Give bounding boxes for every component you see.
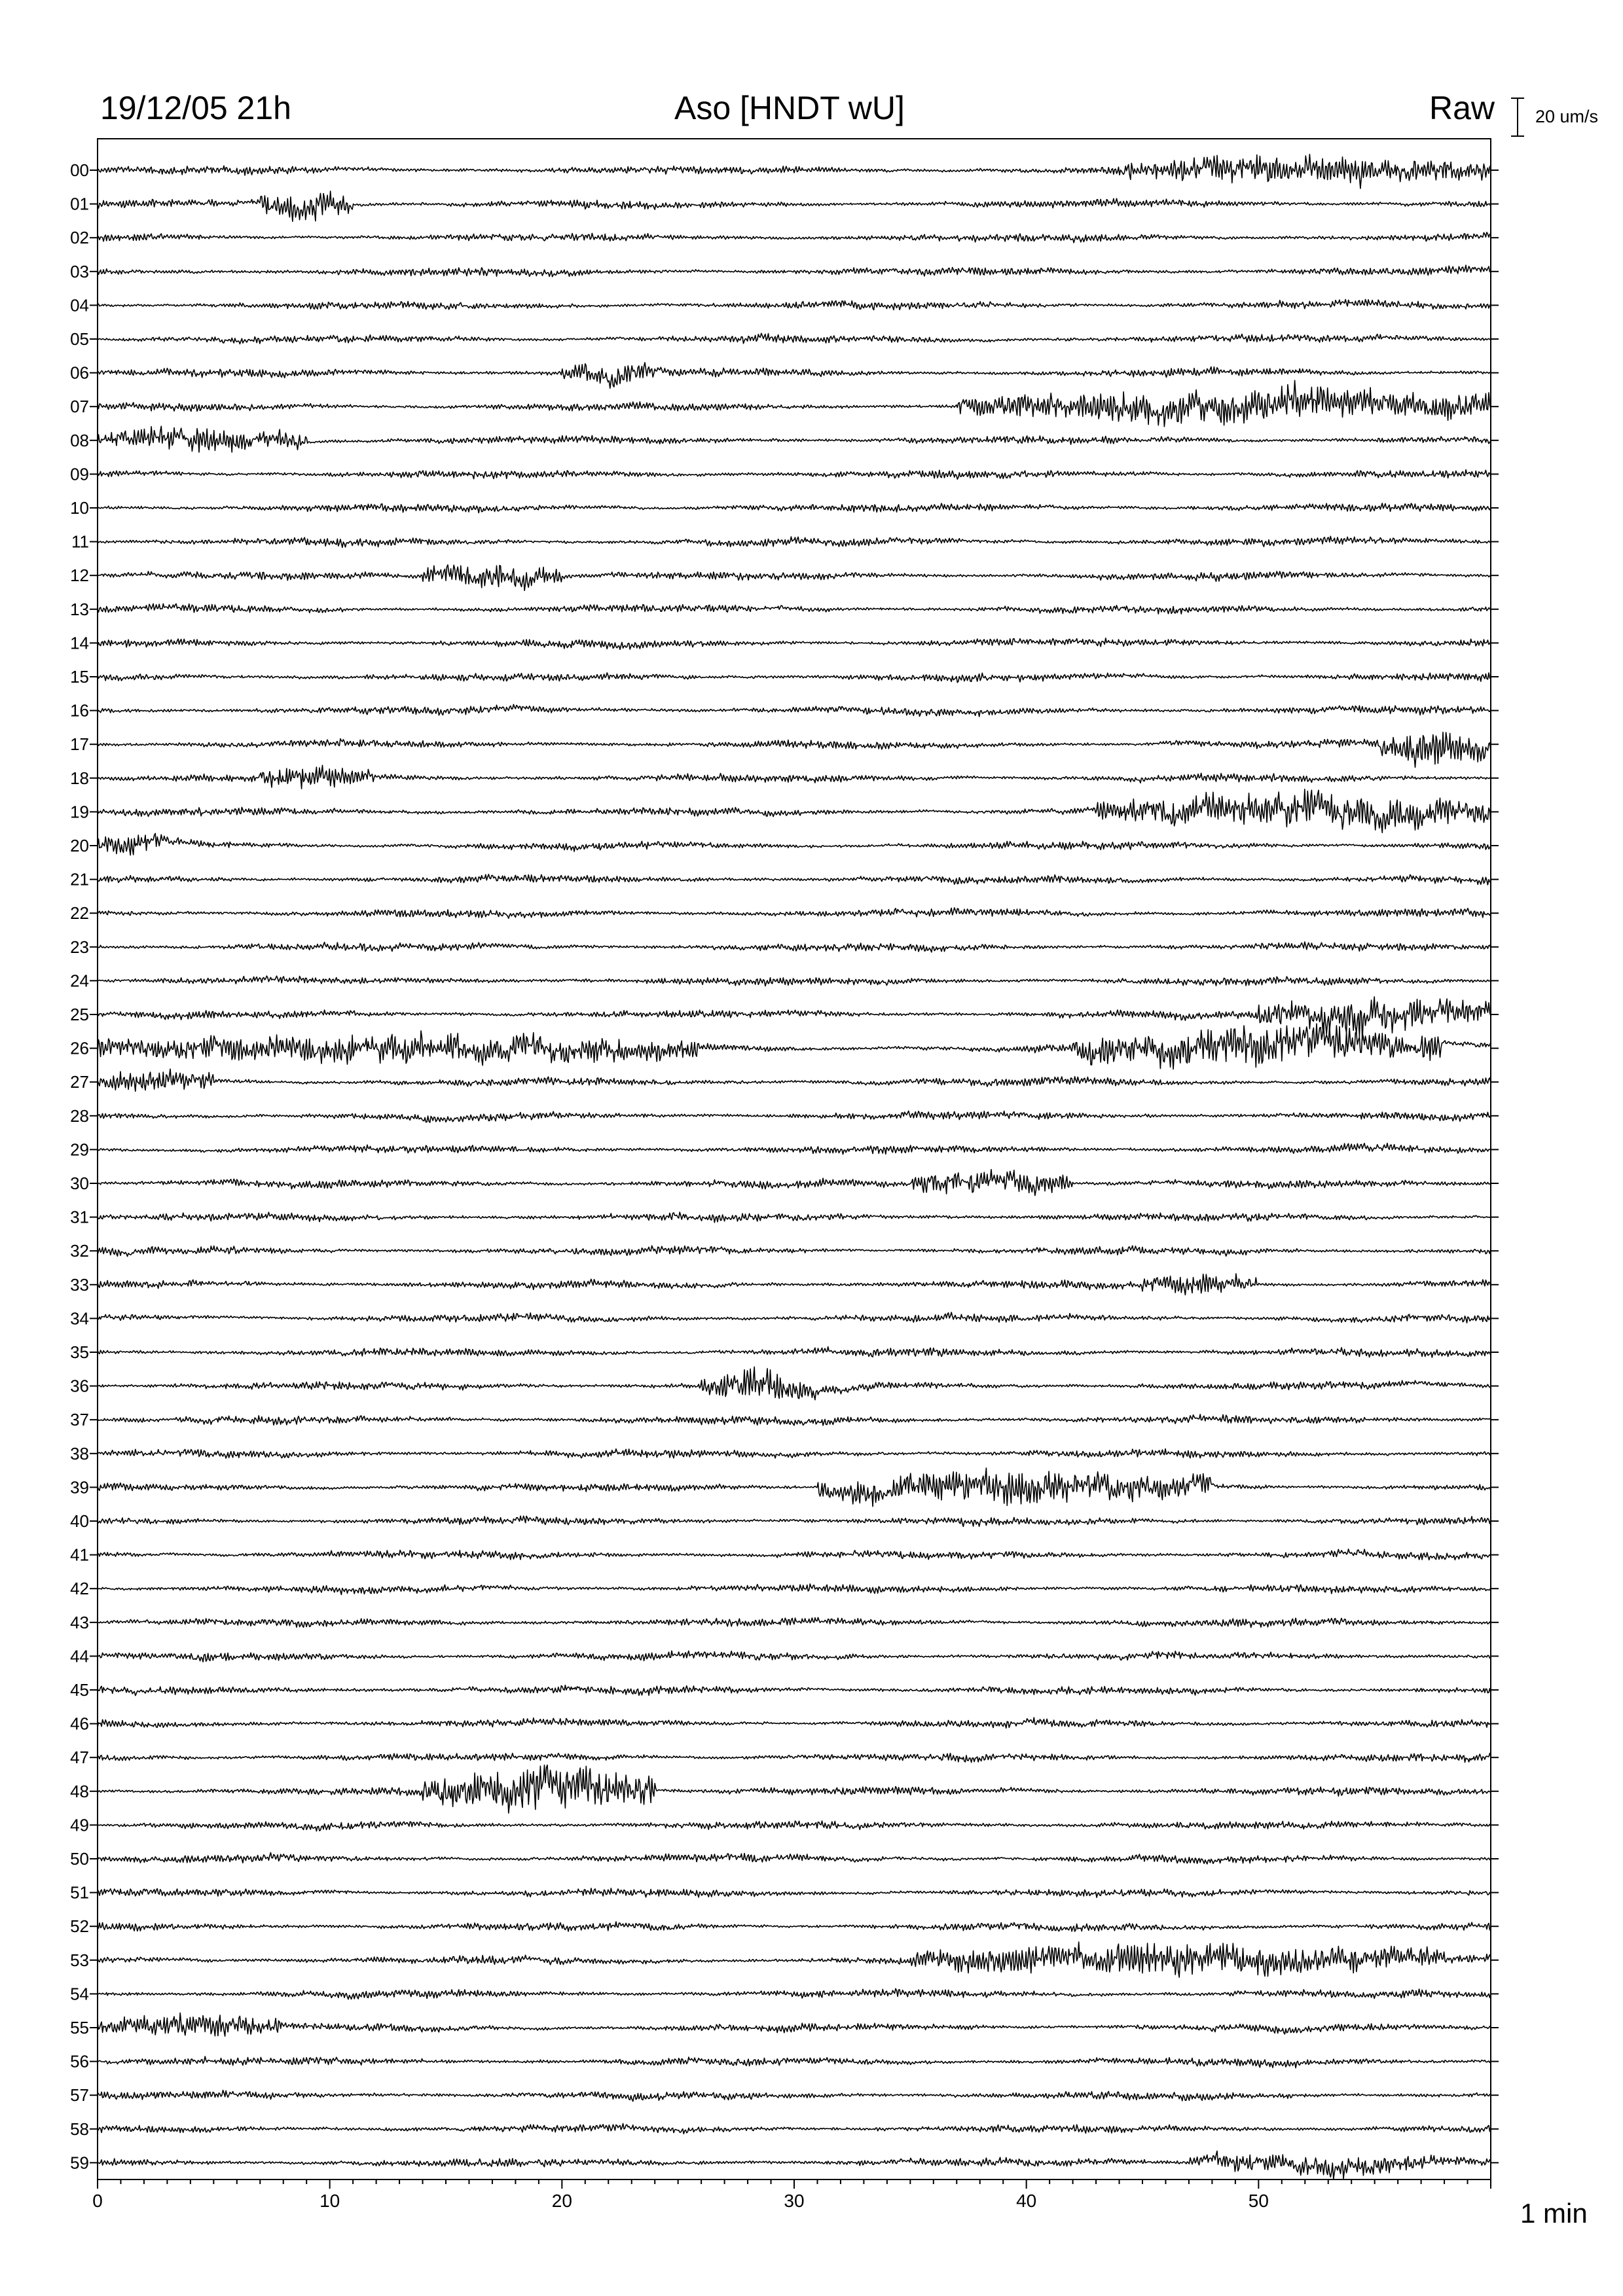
trace-row-23 [98, 942, 1491, 952]
trace-row-59 [98, 2151, 1491, 2179]
row-label: 29 [70, 1139, 89, 1160]
row-label: 36 [70, 1376, 89, 1396]
trace-row-25 [98, 997, 1491, 1040]
row-label: 17 [70, 734, 89, 755]
trace-row-17 [98, 732, 1491, 768]
row-label: 25 [70, 1005, 89, 1024]
trace-row-57 [98, 2090, 1491, 2102]
trace-row-13 [98, 603, 1491, 614]
row-label: 55 [70, 2018, 89, 2037]
row-label: 41 [70, 1545, 89, 1565]
row-label: 27 [70, 1072, 89, 1092]
row-label: 15 [70, 667, 89, 687]
trace-row-54 [98, 1988, 1491, 1999]
x-tick-label: 40 [1016, 2191, 1037, 2211]
row-label: 59 [70, 2153, 89, 2173]
row-label: 02 [70, 228, 89, 248]
trace-row-18 [98, 765, 1491, 789]
row-label: 09 [70, 464, 89, 484]
trace-row-49 [98, 1821, 1491, 1831]
trace-row-58 [98, 2124, 1491, 2134]
trace-row-06 [98, 363, 1491, 388]
plot-date-hour: 19/12/05 21h [100, 90, 291, 126]
row-label: 58 [70, 2119, 89, 2139]
row-label: 56 [70, 2051, 89, 2072]
row-label: 47 [70, 1748, 89, 1768]
row-label: 03 [70, 261, 89, 281]
row-label: 13 [70, 599, 89, 619]
row-label: 34 [70, 1308, 89, 1329]
trace-row-43 [98, 1617, 1491, 1627]
row-label: 19 [70, 802, 89, 822]
trace-row-16 [98, 704, 1491, 717]
x-tick-label: 20 [551, 2191, 572, 2211]
trace-row-08 [98, 426, 1491, 452]
trace-row-07 [98, 380, 1491, 427]
row-label: 10 [70, 498, 89, 518]
trace-row-36 [98, 1367, 1491, 1399]
x-tick-label: 0 [92, 2191, 103, 2211]
row-label: 49 [70, 1815, 89, 1835]
row-label: 44 [70, 1646, 89, 1666]
row-label: 57 [70, 2085, 89, 2106]
trace-row-52 [98, 1922, 1491, 1931]
trace-row-38 [98, 1449, 1491, 1458]
trace-row-29 [98, 1143, 1491, 1155]
trace-row-19 [98, 789, 1491, 833]
trace-row-04 [98, 300, 1491, 310]
row-label: 28 [70, 1105, 89, 1126]
row-label: 45 [70, 1680, 89, 1700]
row-label: 37 [70, 1410, 89, 1430]
row-label: 00 [70, 160, 89, 180]
trace-row-24 [98, 976, 1491, 986]
trace-row-21 [98, 874, 1491, 885]
station-title: Aso [HNDT wU] [674, 90, 905, 126]
row-label: 32 [70, 1241, 89, 1261]
trace-row-05 [98, 333, 1491, 344]
trace-row-42 [98, 1584, 1491, 1594]
row-label: 22 [70, 903, 89, 924]
trace-row-44 [98, 1651, 1491, 1662]
row-label: 54 [70, 1984, 89, 2004]
row-label: 51 [70, 1882, 89, 1903]
trace-row-12 [98, 565, 1491, 590]
trace-row-01 [98, 191, 1491, 221]
row-label: 26 [70, 1038, 89, 1058]
trace-row-55 [98, 2013, 1491, 2036]
mode-label: Raw [1429, 90, 1495, 126]
row-label: 14 [70, 633, 89, 653]
scale-bar [1511, 98, 1524, 136]
row-label: 48 [70, 1781, 89, 1801]
trace-row-33 [98, 1274, 1491, 1295]
trace-row-34 [98, 1312, 1491, 1323]
row-label: 35 [70, 1342, 89, 1362]
scale-bar-label: 20 um/s [1535, 107, 1599, 126]
trace-row-35 [98, 1347, 1491, 1357]
x-tick-label: 10 [319, 2191, 340, 2211]
trace-row-14 [98, 638, 1491, 649]
trace-row-27 [98, 1069, 1491, 1091]
trace-row-51 [98, 1888, 1491, 1897]
row-label: 39 [70, 1477, 89, 1498]
row-label: 01 [70, 194, 89, 214]
trace-row-30 [98, 1170, 1491, 1196]
row-label: 50 [70, 1849, 89, 1869]
trace-row-00 [98, 154, 1491, 188]
trace-row-28 [98, 1111, 1491, 1122]
trace-row-37 [98, 1414, 1491, 1426]
trace-row-10 [98, 503, 1491, 513]
row-label: 52 [70, 1916, 89, 1937]
trace-row-40 [98, 1516, 1491, 1526]
trace-row-11 [98, 536, 1491, 547]
row-label: 21 [70, 869, 89, 889]
trace-row-48 [98, 1765, 1491, 1813]
row-label: 20 [70, 836, 89, 855]
row-label: 42 [70, 1579, 89, 1599]
trace-row-20 [98, 833, 1491, 855]
row-label: 23 [70, 937, 89, 957]
trace-row-39 [98, 1468, 1491, 1507]
trace-row-47 [98, 1753, 1491, 1763]
trace-row-50 [98, 1853, 1491, 1864]
row-label: 07 [70, 397, 89, 417]
trace-row-32 [98, 1246, 1491, 1256]
row-label: 08 [70, 430, 89, 450]
trace-row-56 [98, 2056, 1491, 2068]
row-label: 06 [70, 363, 89, 383]
trace-row-46 [98, 1717, 1491, 1728]
row-label: 18 [70, 768, 89, 788]
row-label: 53 [70, 1950, 89, 1970]
x-tick-label: 30 [784, 2191, 805, 2211]
row-label: 16 [70, 700, 89, 721]
trace-row-22 [98, 908, 1491, 918]
plot-frame [98, 139, 1491, 2179]
row-label: 38 [70, 1443, 89, 1463]
trace-row-26 [98, 1023, 1491, 1069]
row-label: 24 [70, 971, 89, 991]
row-label: 04 [70, 295, 89, 315]
row-label: 30 [70, 1174, 89, 1193]
row-label: 46 [70, 1713, 89, 1734]
trace-row-31 [98, 1212, 1491, 1223]
trace-row-03 [98, 265, 1491, 277]
x-tick-label: 50 [1248, 2191, 1269, 2211]
trace-row-02 [98, 232, 1491, 243]
row-label: 11 [71, 531, 89, 552]
trace-row-41 [98, 1549, 1491, 1560]
trace-row-45 [98, 1685, 1491, 1696]
row-label: 31 [70, 1207, 89, 1227]
trace-row-15 [98, 673, 1491, 683]
trace-row-53 [98, 1942, 1491, 1977]
row-label: 05 [70, 329, 89, 349]
x-axis-unit-label: 1 min [1520, 2198, 1588, 2229]
row-label: 43 [70, 1612, 89, 1632]
trace-row-09 [98, 470, 1491, 480]
row-label: 12 [70, 565, 89, 586]
row-label: 40 [70, 1511, 89, 1531]
row-label: 33 [70, 1274, 89, 1295]
